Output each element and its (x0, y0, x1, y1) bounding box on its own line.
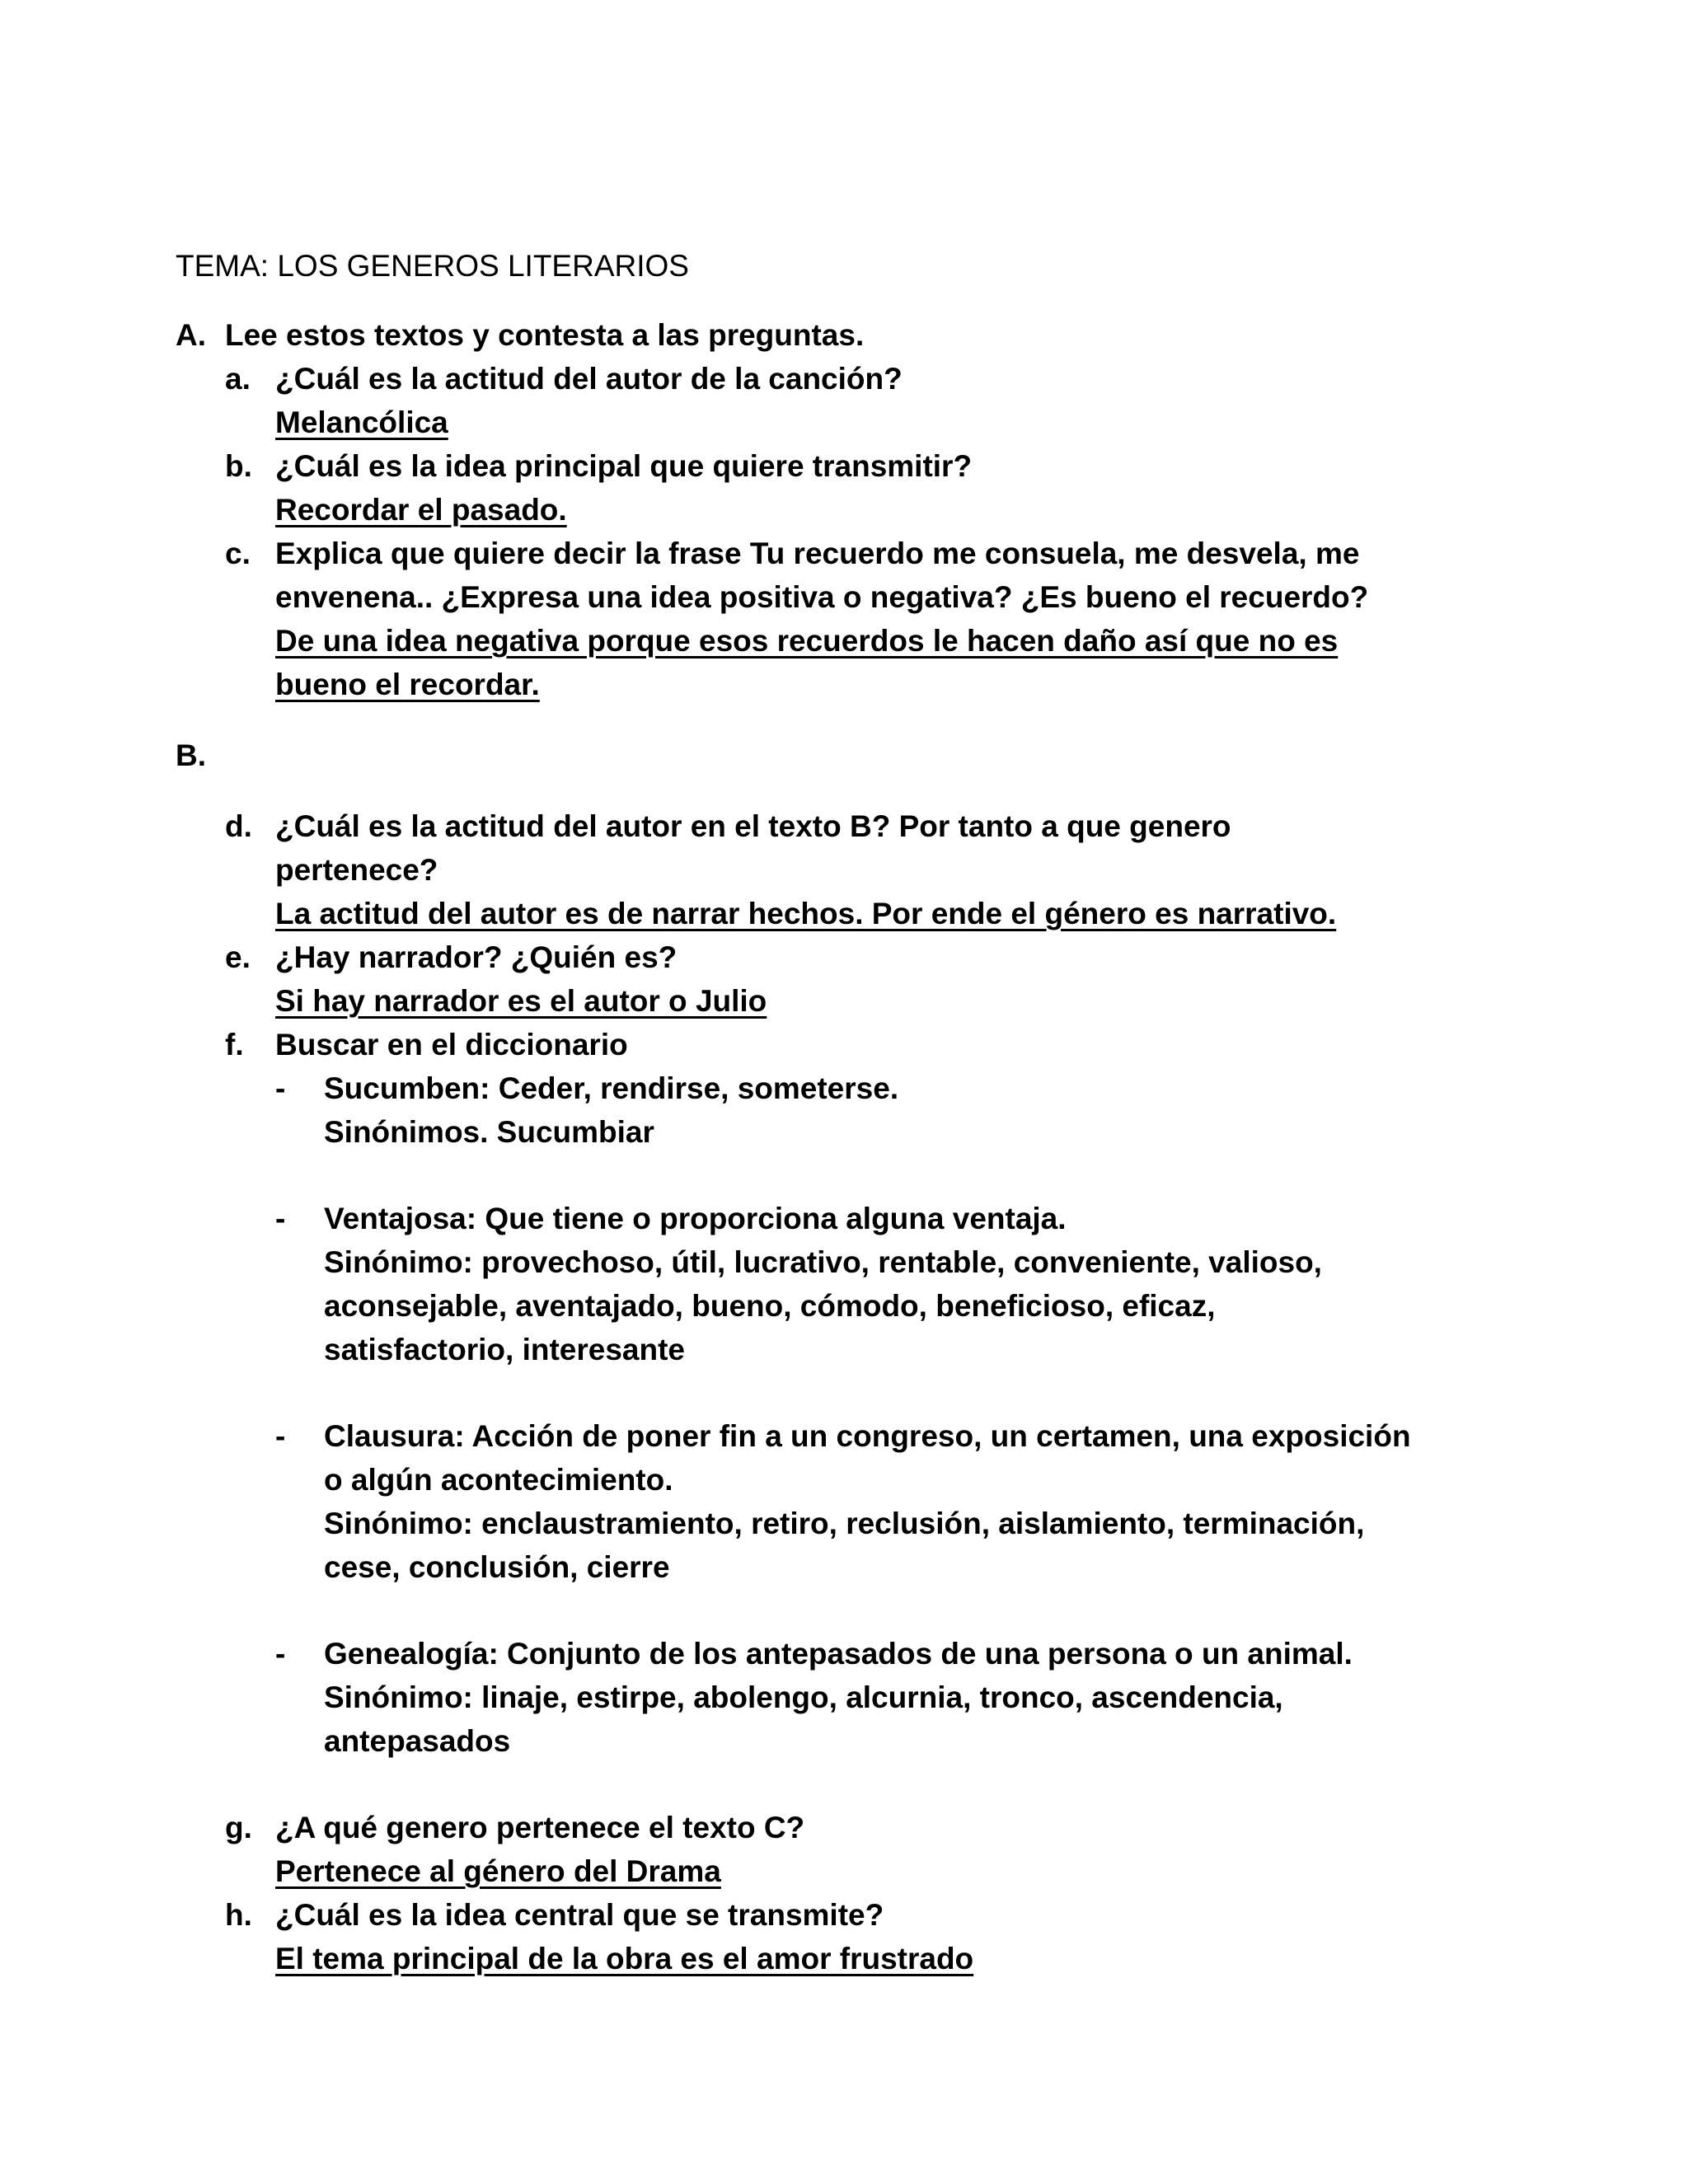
answer-text: De una idea negativa porque esos recuerdos le hacen daño así que no es (275, 624, 1339, 658)
bullet-marker: - (275, 1419, 286, 1453)
answer-text: Melancólica (275, 405, 448, 439)
section-b-marker: B. (176, 738, 206, 772)
question-text: Explica que quiere decir la frase Tu recuerdo me consuela, me desvela, me (275, 537, 1360, 570)
dictionary-entry: antepasados (324, 1724, 511, 1758)
dictionary-entry: Ventajosa: Que tiene o proporciona alguna ventaja. (324, 1202, 1067, 1235)
answer-text: Recordar el pasado. (275, 493, 567, 527)
dictionary-entry: satisfactorio, interesante (324, 1333, 685, 1366)
question-text: Buscar en el diccionario (275, 1028, 628, 1062)
question-marker: h. (225, 1898, 252, 1932)
bullet-marker: - (275, 1202, 286, 1235)
question-text: ¿Cuál es la idea principal que quiere transmitir? (275, 449, 973, 483)
question-marker: a. (225, 362, 251, 396)
dictionary-entry: cese, conclusión, cierre (324, 1550, 670, 1584)
question-text: ¿Hay narrador? ¿Quién es? (275, 940, 678, 974)
question-marker: b. (225, 449, 252, 483)
answer-text: La actitud del autor es de narrar hechos. Por ende el género es narrativo. (275, 897, 1337, 930)
dictionary-entry: Sucumben: Ceder, rendirse, someterse. (324, 1071, 899, 1105)
document-title: TEMA: LOS GENEROS LITERARIOS (176, 249, 689, 283)
answer-text: El tema principal de la obra es el amor frustrado (275, 1942, 974, 1975)
dictionary-entry: Sinónimos. Sucumbiar (324, 1115, 654, 1149)
question-marker: d. (225, 809, 252, 843)
question-text: envenena.. ¿Expresa una idea positiva o negativa? ¿Es bueno el recuerdo? (275, 580, 1369, 614)
dictionary-entry: Clausura: Acción de poner fin a un congreso, un certamen, una exposición (324, 1419, 1411, 1453)
question-marker: e. (225, 940, 251, 974)
dictionary-entry: Genealogía: Conjunto de los antepasados de una persona o un animal. (324, 1637, 1353, 1671)
dictionary-entry: aconsejable, aventajado, bueno, cómodo, beneficioso, eficaz, (324, 1289, 1216, 1323)
question-marker: g. (225, 1811, 252, 1844)
bullet-marker: - (275, 1637, 286, 1671)
dictionary-entry: Sinónimo: enclaustramiento, retiro, reclusión, aislamiento, terminación, (324, 1507, 1365, 1540)
question-text: ¿A qué genero pertenece el texto C? (275, 1811, 805, 1844)
answer-text: Pertenece al género del Drama (275, 1854, 721, 1888)
answer-text: Si hay narrador es el autor o Julio (275, 984, 767, 1018)
dictionary-entry: o algún acontecimiento. (324, 1463, 673, 1497)
section-a-instruction: Lee estos textos y contesta a las preguntas. (225, 318, 865, 352)
question-marker: f. (225, 1028, 244, 1062)
question-text: ¿Cuál es la actitud del autor en el texto B? Por tanto a que genero (275, 809, 1231, 843)
question-text: pertenece? (275, 853, 438, 887)
dictionary-entry: Sinónimo: provechoso, útil, lucrativo, rentable, conveniente, valioso, (324, 1245, 1322, 1279)
bullet-marker: - (275, 1071, 286, 1105)
answer-text: bueno el recordar. (275, 668, 540, 701)
question-text: ¿Cuál es la actitud del autor de la canción? (275, 362, 903, 396)
question-marker: c. (225, 537, 251, 570)
dictionary-entry: Sinónimo: linaje, estirpe, abolengo, alcurnia, tronco, ascendencia, (324, 1680, 1283, 1714)
section-a-marker: A. (176, 318, 206, 352)
question-text: ¿Cuál es la idea central que se transmite? (275, 1898, 884, 1932)
